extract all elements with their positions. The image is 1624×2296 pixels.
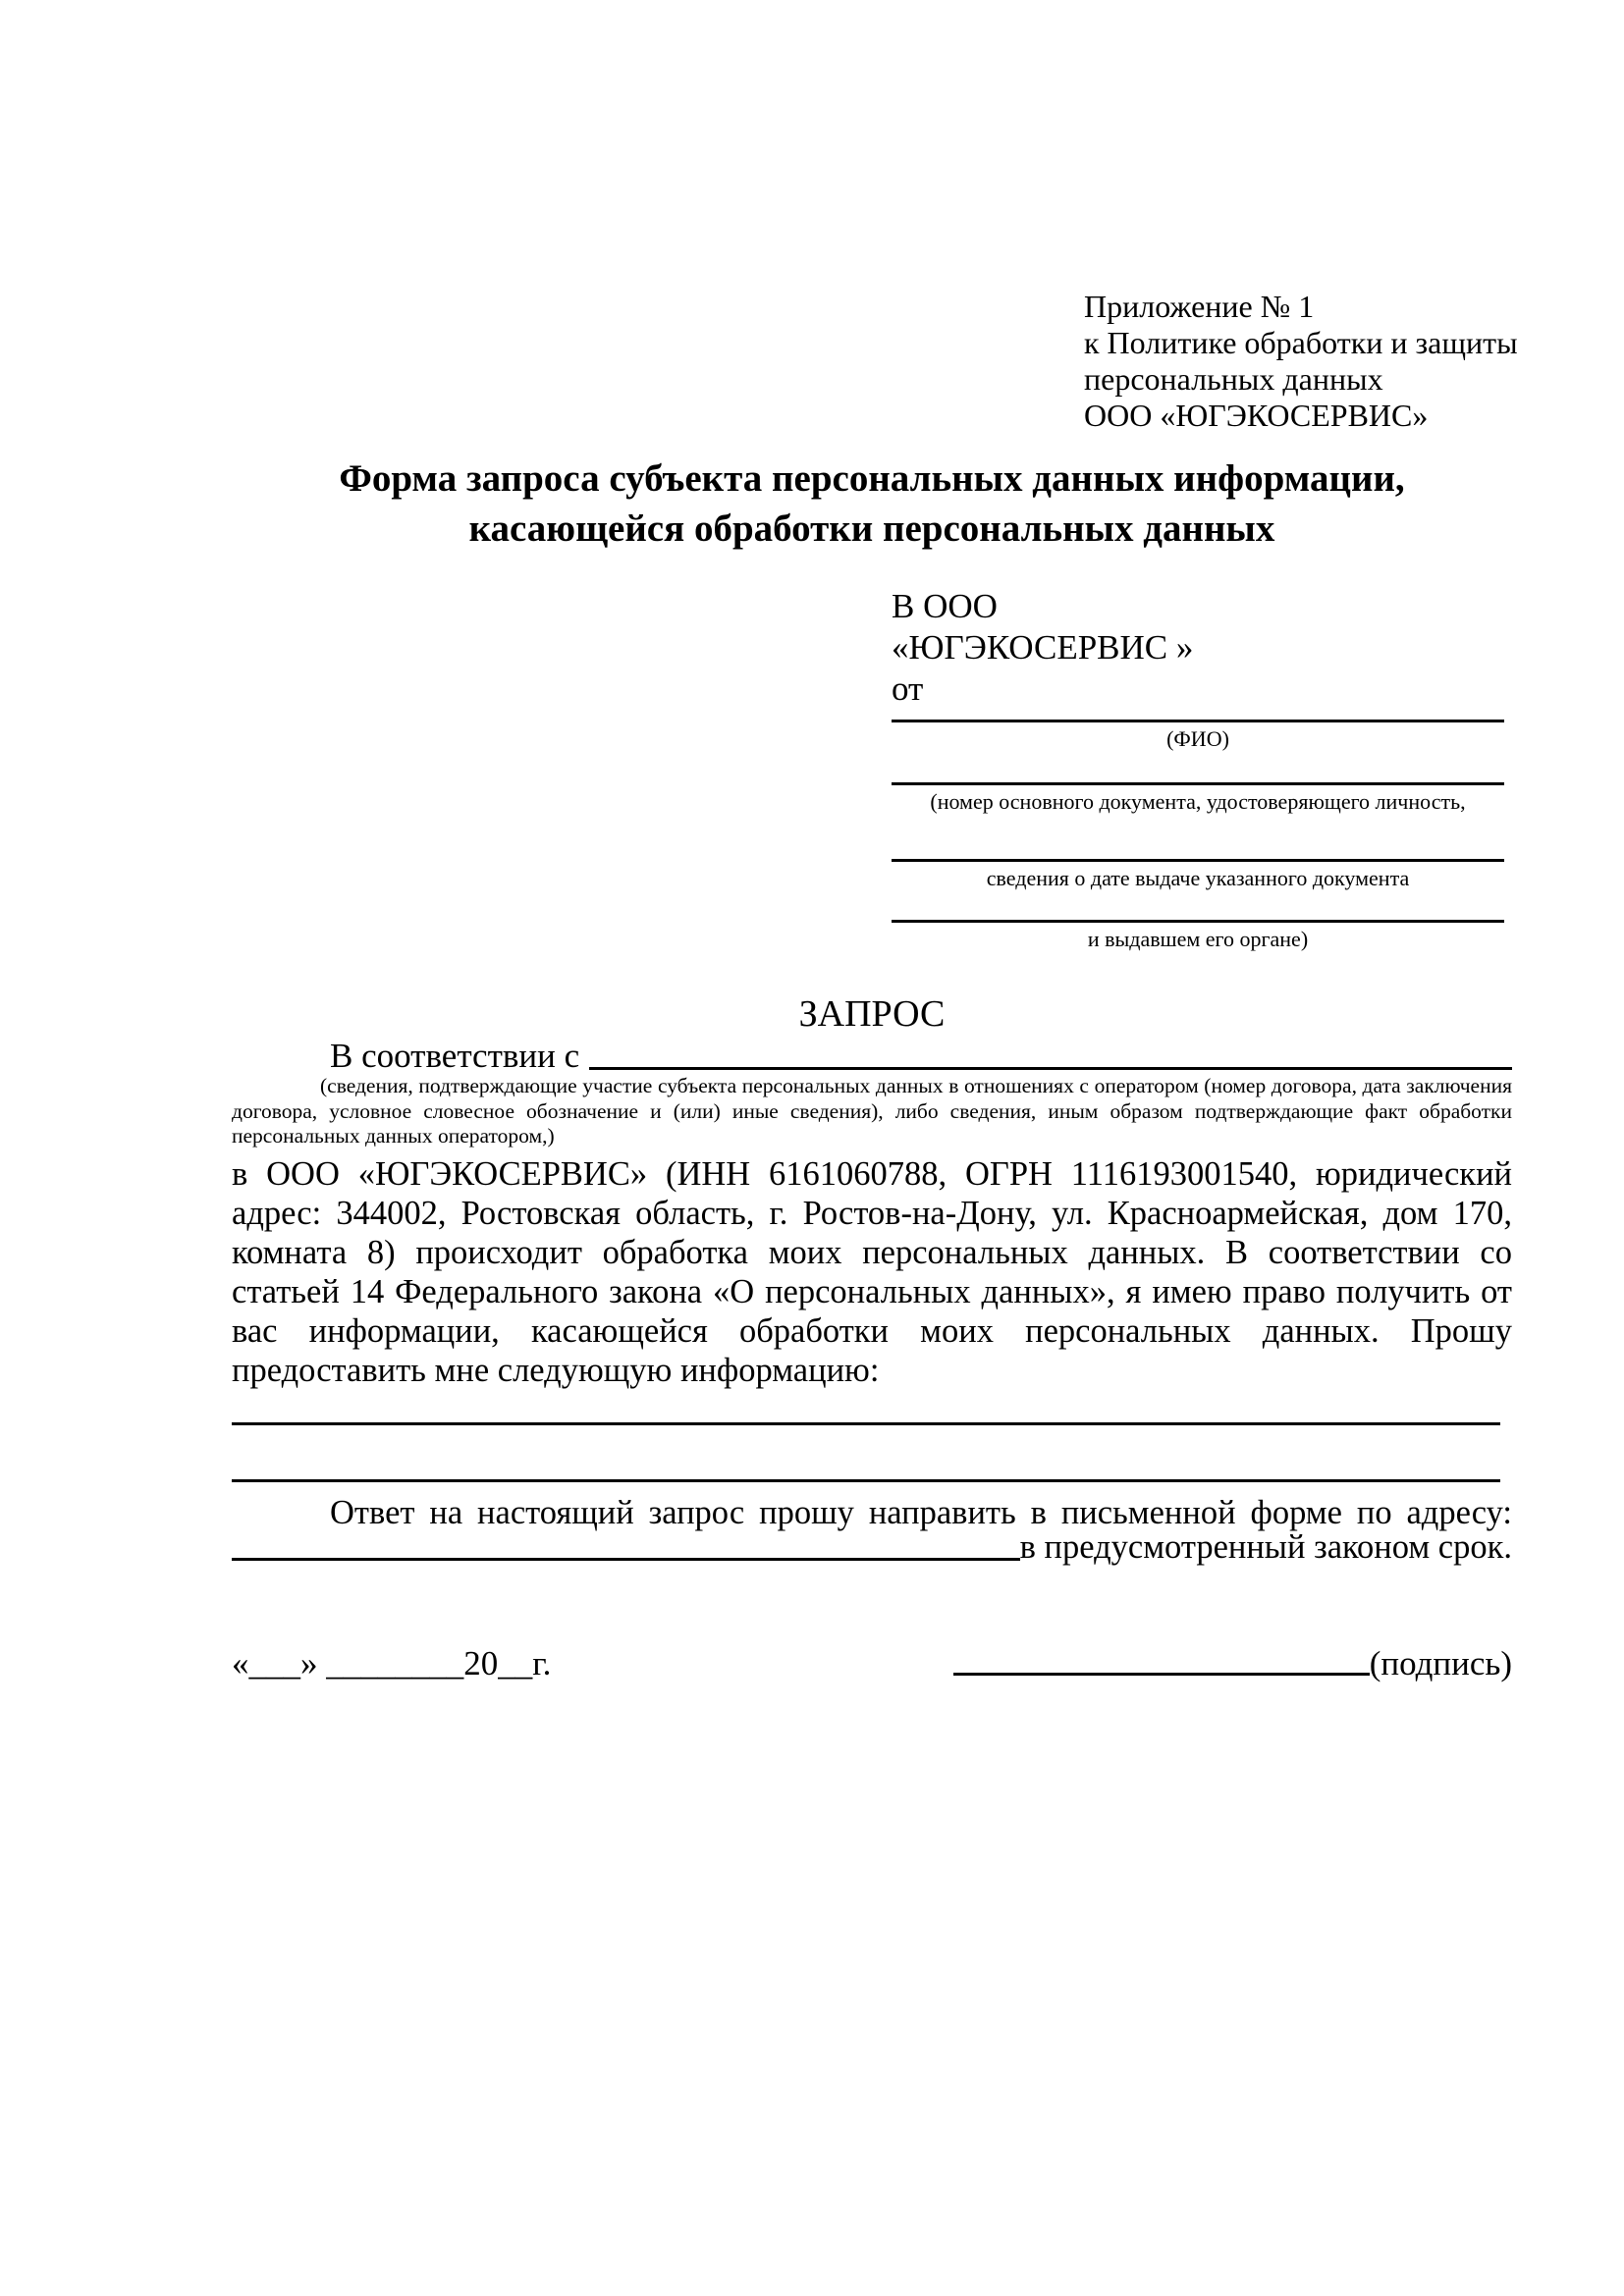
fio-caption: (ФИО) xyxy=(1166,726,1229,751)
addressee-line2: «ЮГЭКОСЕРВИС » xyxy=(892,628,1194,667)
reply-suffix: в предусмотренный законом срок. xyxy=(1019,1528,1512,1566)
signature-blank-line xyxy=(953,1673,1370,1676)
date-blank-text: «___» ________20__г. xyxy=(232,1644,552,1682)
reply-address-row xyxy=(232,1527,1512,1567)
appendix-header-line: Приложение № 1 xyxy=(1084,289,1315,324)
addressee-block xyxy=(892,586,1504,710)
form-field-issue-date xyxy=(892,859,1504,890)
intro-footnote: (сведения, подтверждающие участие субъекта персональных данных в отношениях с оператором (номер договора, дата заключения договора, условное словесное обозначение и (или) иные сведения), либо сведения, иным образом подтверждающие факт обработки персональных данных оператором,) xyxy=(232,1074,1512,1148)
signature-caption: (подпись) xyxy=(1369,1644,1512,1682)
address-blank-line xyxy=(232,1558,1020,1561)
form-field-fio xyxy=(892,720,1504,751)
fio-blank-line xyxy=(892,720,1504,722)
document-number-caption: (номер основного документа, удостоверяющего личность, xyxy=(930,789,1466,814)
form-field-document-number xyxy=(892,782,1504,814)
appendix-header-line: к Политике обработки и защиты xyxy=(1084,325,1518,360)
issue-date-blank-line xyxy=(892,859,1504,862)
document-number-blank-line xyxy=(892,782,1504,785)
document-title xyxy=(232,454,1512,554)
date-signature-row xyxy=(232,1645,1512,1682)
appendix-header-line: персональных данных xyxy=(1084,361,1383,397)
addressee-line3: от xyxy=(892,669,924,708)
request-intro-text: В соответствии с xyxy=(330,1037,580,1075)
issuing-authority-blank-line xyxy=(892,920,1504,923)
document-title-line1: Форма запроса субъекта персональных данных информации, xyxy=(339,457,1405,500)
reply-sentence: Ответ на настоящий запрос прошу направить в письменной форме по адресу: xyxy=(330,1494,1512,1531)
information-blank-line-1 xyxy=(232,1422,1500,1425)
form-field-issuing-authority xyxy=(892,920,1504,951)
addressee-line1: В ООО xyxy=(892,587,998,625)
request-body-paragraph: в ООО «ЮГЭКОСЕРВИС» (ИНН 6161060788, ОГРН 1116193001540, юридический адрес: 344002, Ростовская область, г. Ростов-на-Дону, ул. Красноармейская, дом 170, комната 8) происходит обработка моих персональных данных. В соответствии со статьей 14 Федерального закона «О персональных данных», я имею право получить от вас информации, касающейся обработки моих персональных данных. Прошу предоставить мне следующую информацию: xyxy=(232,1155,1512,1389)
issue-date-caption: сведения о дате выдаче указанного документа xyxy=(986,866,1410,890)
information-blank-line-2 xyxy=(232,1479,1500,1482)
issuing-authority-caption: и выдавшем его органе) xyxy=(1087,927,1309,951)
document-title-line2: касающейся обработки персональных данных xyxy=(468,507,1275,550)
request-heading: ЗАПРОС xyxy=(798,993,946,1035)
intro-blank-line xyxy=(589,1067,1512,1070)
appendix-header xyxy=(1084,289,1518,434)
appendix-header-line: ООО «ЮГЭКОСЕРВИС» xyxy=(1084,398,1429,433)
request-intro xyxy=(232,1037,1512,1076)
